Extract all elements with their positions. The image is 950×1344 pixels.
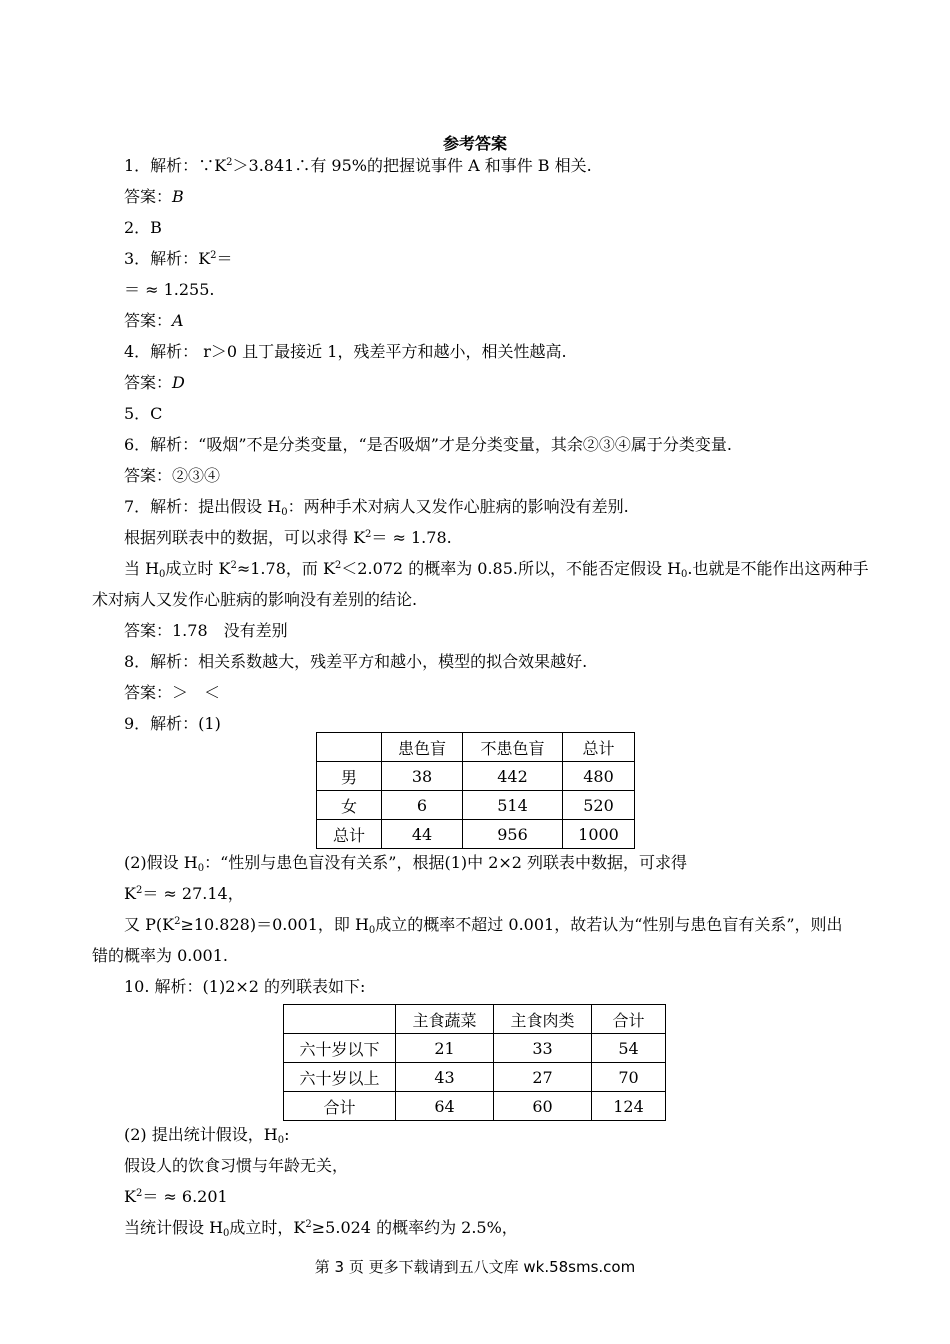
- table-cell: 43: [396, 1063, 494, 1092]
- answer-7-calculation: 根据列联表中的数据，可以求得 $K^2= \approx 1.78$.: [124, 528, 452, 547]
- answer-9-explanation: 9．解析：(1): [124, 714, 221, 733]
- table-row: [284, 1034, 666, 1063]
- answer-1-result: 答案：B: [124, 187, 184, 206]
- answer-9-statistic: $K^2= \approx 27.14$，: [124, 884, 244, 903]
- color-blindness-table: [316, 732, 635, 849]
- answer-6-explanation: 6．解析：“吸烟”不是分类变量，“是否吸烟”才是分类变量，其余②③④属于分类变量.: [124, 435, 732, 454]
- answer-3-result: 答案：A: [124, 311, 184, 330]
- table-row: [284, 1063, 666, 1092]
- answer-10-assumption: 假设人的饮食习惯与年龄无关，: [124, 1156, 349, 1175]
- page-footer: 第 3 页 更多下载请到五八文库 wk.58sms.com: [314, 1258, 636, 1276]
- table-header-row: [317, 733, 635, 762]
- table-cell: 主食蔬菜: [396, 1005, 494, 1034]
- table-cell: [317, 733, 382, 762]
- table-cell: 1000: [563, 820, 635, 849]
- answer-10-statistic: $K^2= \approx 6.201$: [124, 1187, 228, 1206]
- table-cell: 患色盲: [382, 733, 463, 762]
- answer-1-explanation: 1．解析：$\because K^2>3.841\therefore$有 95%的把握说事件 A 和事件 B 相关.: [124, 156, 592, 175]
- table-cell: 合计: [592, 1005, 666, 1034]
- table-cell: 514: [463, 791, 563, 820]
- answer-3-explanation: 3．解析：$K^2=$: [124, 249, 233, 268]
- answer-7-conclusion-continued: 术对病人又发作心脏病的影响没有差别的结论.: [92, 590, 418, 609]
- table-row: [317, 762, 635, 791]
- table-cell: 44: [382, 820, 463, 849]
- table-cell: 合计: [284, 1092, 396, 1121]
- answer-7-explanation: 7．解析：提出假设 $H_0$：两种手术对病人又发作心脏病的影响没有差别.: [124, 497, 629, 518]
- table-cell: 6: [382, 791, 463, 820]
- table-cell: 六十岁以下: [284, 1034, 396, 1063]
- page-title: 参考答案: [442, 134, 507, 153]
- table-cell: 男: [317, 762, 382, 791]
- answer-7-conclusion: 当 $H_0$成立时 $K^2\approx 1.78$，而 $K^2<2.072$ 的概率为 0.85.所以，不能否定假设 $H_0$.也就是不能作出这两种手: [124, 559, 869, 580]
- answer-10-hypothesis: (2) 提出统计假设，$H_0$:: [124, 1125, 290, 1146]
- answer-2: 2．B: [124, 218, 162, 237]
- answer-8-explanation: 8．解析：相关系数越大，残差平方和越小，模型的拟合效果越好.: [124, 652, 588, 671]
- table-cell: 总计: [563, 733, 635, 762]
- answer-10-explanation: 10. 解析：(1)2×2 的列联表如下:: [124, 977, 366, 996]
- answer-4-explanation: 4．解析： r＞0 且丁最接近 1，残差平方和越小，相关性越高.: [124, 342, 567, 361]
- answer-7-result: 答案：1.78 没有差别: [124, 621, 288, 640]
- answer-9-conclusion: 又 $P(K^2\ge 10.828)=0.001$，即 $H_0$成立的概率不超过 0.001，故若认为“性别与患色盲有关系”，则出: [124, 915, 843, 936]
- table-cell: 33: [494, 1034, 592, 1063]
- table-cell: 124: [592, 1092, 666, 1121]
- table-cell: 女: [317, 791, 382, 820]
- answer-4-result: 答案：D: [124, 373, 185, 392]
- table-cell: 70: [592, 1063, 666, 1092]
- table-cell: 不患色盲: [463, 733, 563, 762]
- table-cell: 总计: [317, 820, 382, 849]
- answer-9-hypothesis: (2)假设 $H_0$：“性别与患色盲没有关系”，根据(1)中 2×2 列联表中数据，可求得: [124, 853, 688, 874]
- table-cell: 主食肉类: [494, 1005, 592, 1034]
- answer-5: 5．C: [124, 404, 163, 423]
- table-cell: 六十岁以上: [284, 1063, 396, 1092]
- table-cell: 520: [563, 791, 635, 820]
- answer-3-value: ＝ ≈ 1.255.: [124, 280, 215, 299]
- table-cell: 64: [396, 1092, 494, 1121]
- answer-8-result: 答案：＞ ＜: [124, 683, 221, 702]
- answer-10-probability: 当统计假设 $H_0$成立时，$K^2\ge 5.024$ 的概率约为 2.5%，: [124, 1218, 518, 1239]
- table-cell: 480: [563, 762, 635, 791]
- table-cell: 442: [463, 762, 563, 791]
- table-cell: 21: [396, 1034, 494, 1063]
- table-row: [317, 791, 635, 820]
- table-cell: 60: [494, 1092, 592, 1121]
- table-row: [284, 1092, 666, 1121]
- table-cell: 38: [382, 762, 463, 791]
- table-header-row: [284, 1005, 666, 1034]
- table-cell: 956: [463, 820, 563, 849]
- answer-6-result: 答案：②③④: [124, 466, 221, 485]
- table-row: [317, 820, 635, 849]
- table-cell: [284, 1005, 396, 1034]
- table-cell: 54: [592, 1034, 666, 1063]
- answer-9-conclusion-continued: 错的概率为 0.001.: [92, 946, 228, 965]
- diet-age-table: [283, 1004, 666, 1121]
- table-cell: 27: [494, 1063, 592, 1092]
